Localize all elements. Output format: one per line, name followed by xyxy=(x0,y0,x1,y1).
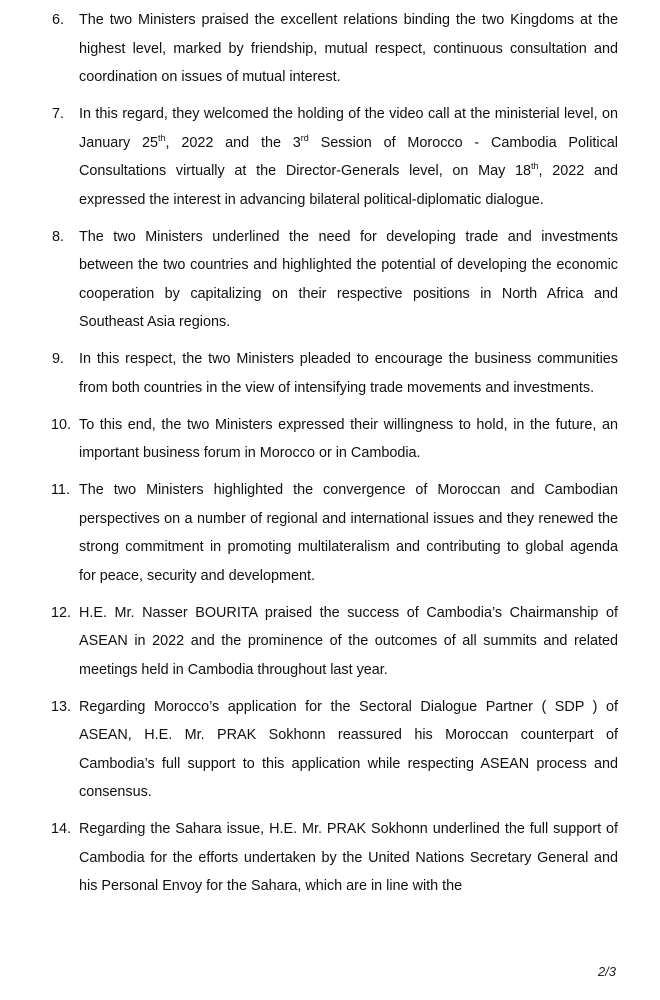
paragraph-item xyxy=(52,411,618,468)
paragraph-text: Regarding the Sahara issue, H.E. Mr. PRAK Sokhonn underlined the full support of Cambodia for the efforts undertaken by the United Nations Secretary General and his Personal Envoy for the Sahara, which are in line with the xyxy=(79,821,618,894)
paragraph-number: 11. xyxy=(51,482,70,498)
paragraph-item xyxy=(52,100,618,214)
paragraph-text xyxy=(79,106,618,208)
paragraph-text: In this respect, the two Ministers pleaded to encourage the business communities from both countries in the view of intensifying trade movements and investments. xyxy=(79,351,618,396)
text-segment: , 2022 and the 3 xyxy=(165,134,301,151)
paragraph-text: H.E. Mr. Nasser BOURITA praised the success of Cambodia’s Chairmanship of ASEAN in 2022 and the prominence of the outcomes of all summits and related meetings held in Cambodia throughout last year. xyxy=(79,604,618,678)
superscript: rd xyxy=(300,132,309,143)
paragraph-number: 6. xyxy=(52,12,65,28)
paragraph-item xyxy=(52,345,618,402)
paragraph-text: Regarding Morocco’s application for the Sectoral Dialogue Partner ( SDP ) of ASEAN, H.E. Mr. PRAK Sokhonn reassured his Moroccan counterpart of Cambodia’s full support to this application while respecting ASEAN process and consensus. xyxy=(79,698,618,800)
paragraph-item xyxy=(52,599,618,685)
paragraph-number: 13. xyxy=(51,698,72,715)
paragraph-item xyxy=(52,476,618,590)
numbered-paragraph-list xyxy=(52,6,618,909)
paragraph-number: 12. xyxy=(51,604,72,621)
paragraph-number: 8. xyxy=(52,228,65,245)
paragraph-number: 9. xyxy=(52,351,65,367)
paragraph-item xyxy=(52,223,618,337)
page-number: 2/3 xyxy=(597,964,616,979)
paragraph-text: To this end, the two Ministers expressed their willingness to hold, in the future, an important business forum in Morocco or in Cambodia. xyxy=(79,416,618,461)
superscript: th xyxy=(158,132,166,143)
paragraph-item xyxy=(52,6,618,92)
paragraph-number: 14. xyxy=(51,821,72,837)
paragraph-item xyxy=(52,815,618,901)
superscript: th xyxy=(531,161,539,172)
text-segment: In this regard, they welcomed the holding of the video call at the ministerial level, on January 25 xyxy=(79,106,618,151)
paragraph-number: 7. xyxy=(52,106,65,122)
paragraph-number: 10. xyxy=(51,416,72,433)
paragraph-item xyxy=(52,693,618,807)
paragraph-text: The two Ministers highlighted the convergence of Moroccan and Cambodian perspectives on a number of regional and international issues and they renewed the strong commitment in promoting multilateralism and contributing to global agenda for peace, security and development. xyxy=(79,482,618,584)
text-segment: Session of Morocco - Cambodia Political Consultations virtually at the Director-Generals level, on May 18 xyxy=(79,134,619,179)
paragraph-text: The two Ministers underlined the need for developing trade and investments between the two countries and highlighted the potential of developing the economic cooperation by capitalizing on their respective positions in North Africa and Southeast Asia regions. xyxy=(79,228,618,330)
text-segment: , 2022 and expressed the interest in advancing bilateral political-diplomatic dialogue. xyxy=(79,163,618,208)
paragraph-text: The two Ministers praised the excellent relations binding the two Kingdoms at the highest level, marked by friendship, mutual respect, continuous consultation and coordination on issues of mutual interest. xyxy=(79,12,618,85)
